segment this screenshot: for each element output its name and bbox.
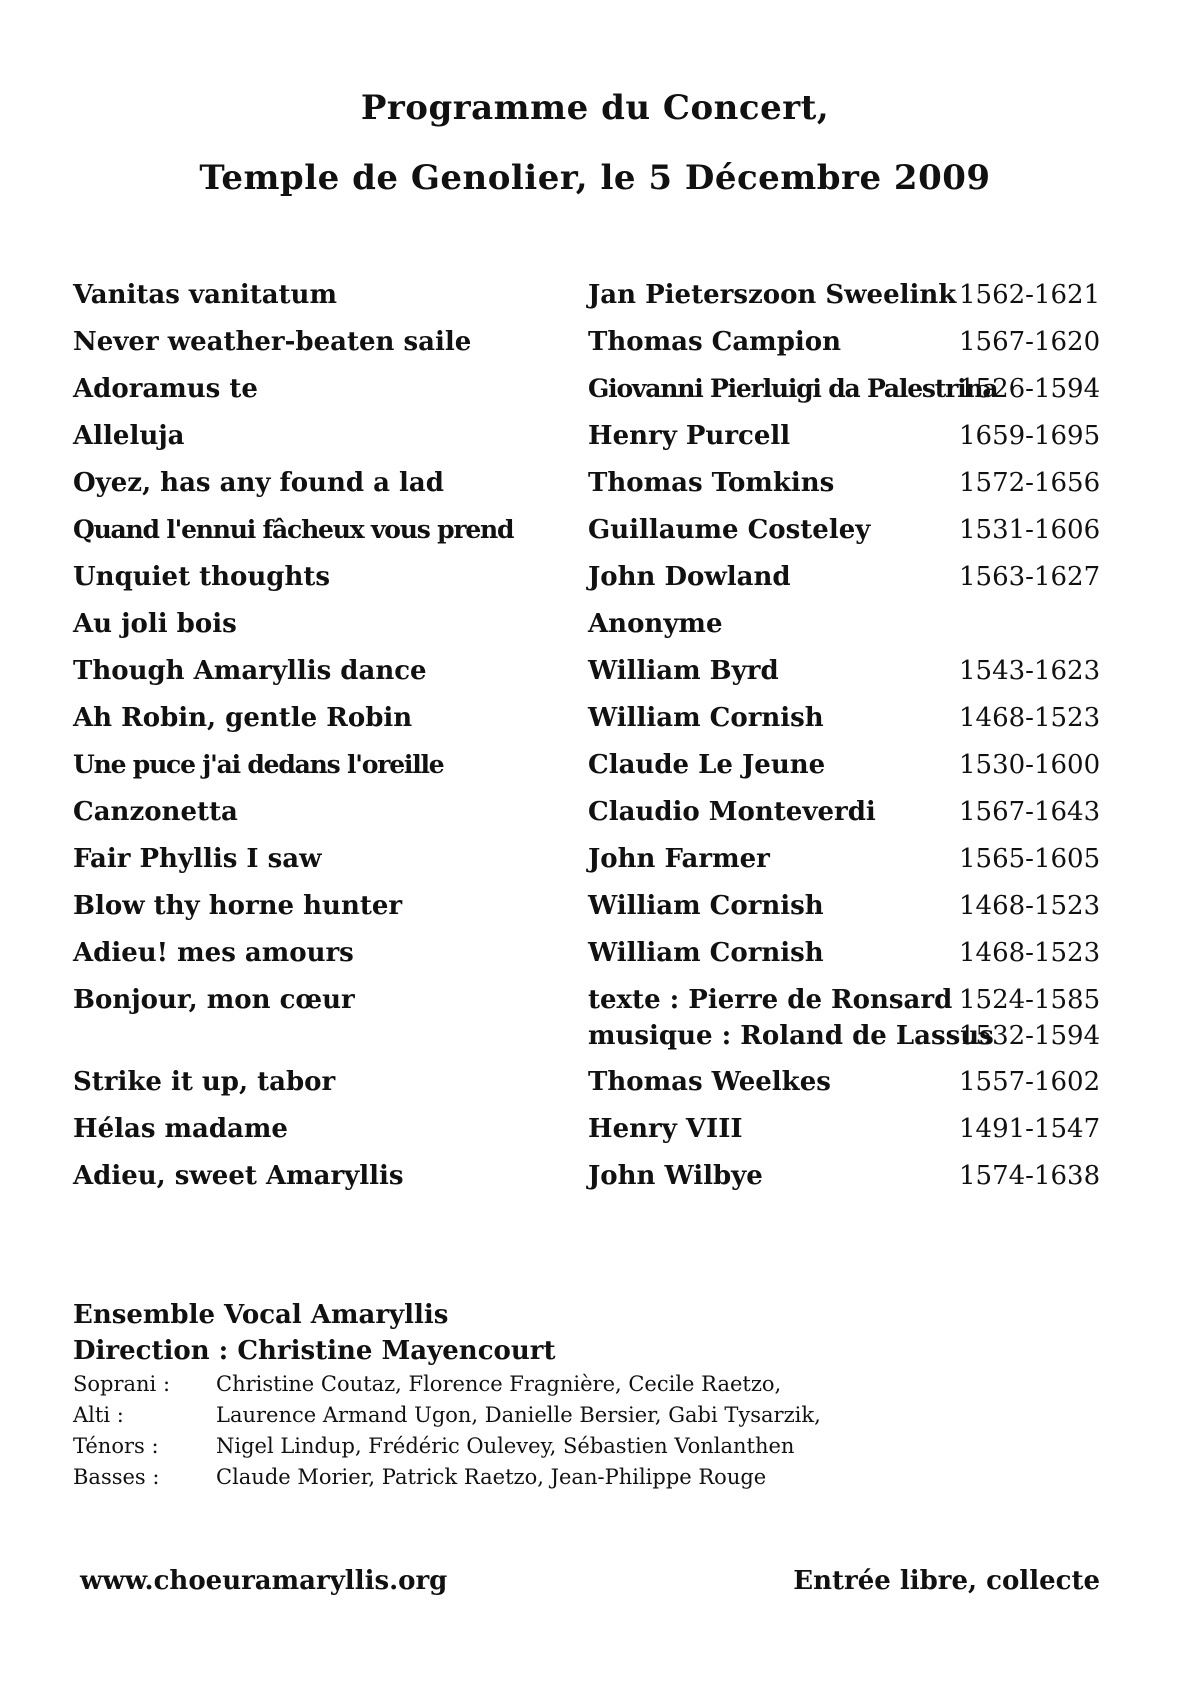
voice-label: Basses : <box>73 1465 160 1489</box>
composer-name: William Cornish <box>588 703 824 733</box>
program-row <box>73 515 1113 562</box>
piece-title: Strike it up, tabor <box>73 1067 336 1097</box>
composer-dates: 1574-1638 <box>959 1161 1101 1191</box>
composer-name: William Byrd <box>588 656 779 686</box>
program-row <box>73 891 1113 938</box>
program-row <box>73 280 1113 327</box>
program-row <box>73 985 1113 1067</box>
composer-dates: 1563-1627 <box>959 562 1101 592</box>
voice-row <box>73 1465 1113 1496</box>
program-row <box>73 327 1113 374</box>
composer-dates: 1562-1621 <box>959 280 1101 310</box>
program-row <box>73 938 1113 985</box>
composer-dates: 1524-1585 <box>959 985 1101 1015</box>
composer-dates: 1526-1594 <box>959 374 1101 404</box>
composer-dates: 1565-1605 <box>959 844 1101 874</box>
program-row <box>73 1161 1113 1208</box>
composer-dates-secondary: 1532-1594 <box>959 1021 1101 1051</box>
composer-name: William Cornish <box>588 891 824 921</box>
composer-name: Thomas Weelkes <box>588 1067 831 1097</box>
piece-title: Quand l'ennui fâcheux vous prend <box>73 515 514 544</box>
composer-dates: 1567-1620 <box>959 327 1101 357</box>
composer-dates: 1567-1643 <box>959 797 1101 827</box>
piece-title: Canzonetta <box>73 797 238 827</box>
ensemble-name: Ensemble Vocal Amaryllis <box>73 1300 449 1330</box>
voices-list <box>73 1372 1113 1496</box>
composer-name: Henry Purcell <box>588 421 791 451</box>
piece-title: Though Amaryllis dance <box>73 656 427 686</box>
piece-title: Au joli bois <box>73 609 237 639</box>
program-row <box>73 1067 1113 1114</box>
voice-row <box>73 1434 1113 1465</box>
program-row <box>73 374 1113 421</box>
composer-dates: 1557-1602 <box>959 1067 1101 1097</box>
piece-title: Vanitas vanitatum <box>73 280 337 310</box>
program-row <box>73 656 1113 703</box>
composer-name: Jan Pieterszoon Sweelink <box>588 280 957 310</box>
title-line-1: Programme du Concert, <box>360 88 830 128</box>
title-line-2: Temple de Genolier, le 5 Décembre 2009 <box>199 158 991 198</box>
composer-name: Claudio Monteverdi <box>588 797 876 827</box>
voice-row <box>73 1403 1113 1434</box>
program-row <box>73 562 1113 609</box>
ensemble-section <box>73 1300 1113 1496</box>
piece-title: Hélas madame <box>73 1114 288 1144</box>
composer-name: Giovanni Pierluigi da Palestrina <box>588 374 998 403</box>
program-row <box>73 421 1113 468</box>
composer-name-secondary: musique : Roland de Lassus <box>588 1021 994 1051</box>
composer-dates: 1491-1547 <box>959 1114 1101 1144</box>
piece-title: Unquiet thoughts <box>73 562 331 592</box>
program-row <box>73 609 1113 656</box>
piece-title: Adieu, sweet Amaryllis <box>73 1161 404 1191</box>
program-list <box>73 280 1113 1208</box>
piece-title: Alleluja <box>73 421 185 451</box>
piece-title: Fair Phyllis I saw <box>73 844 322 874</box>
piece-title: Blow thy horne hunter <box>73 891 403 921</box>
composer-name: Anonyme <box>588 609 723 639</box>
ensemble-direction: Direction : Christine Mayencourt <box>73 1336 556 1366</box>
composer-dates: 1572-1656 <box>959 468 1101 498</box>
piece-title: Adieu! mes amours <box>73 938 354 968</box>
voice-singers: Nigel Lindup, Frédéric Oulevey, Sébastien Vonlanthen <box>216 1434 795 1458</box>
piece-title: Bonjour, mon cœur <box>73 985 355 1015</box>
voice-singers: Christine Coutaz, Florence Fragnière, Cecile Raetzo, <box>216 1372 782 1396</box>
voice-label: Alti : <box>73 1403 124 1427</box>
piece-title: Oyez, has any found a lad <box>73 468 444 498</box>
voice-row <box>73 1372 1113 1403</box>
composer-name: Thomas Tomkins <box>588 468 835 498</box>
program-row <box>73 703 1113 750</box>
voice-label: Ténors : <box>73 1434 159 1458</box>
composer-dates: 1468-1523 <box>959 891 1101 921</box>
composer-dates: 1468-1523 <box>959 703 1101 733</box>
voice-singers: Laurence Armand Ugon, Danielle Bersier, Gabi Tysarzik, <box>216 1403 821 1427</box>
program-row <box>73 1114 1113 1161</box>
piece-title: Ah Robin, gentle Robin <box>73 703 413 733</box>
website-link[interactable]: www.choeuramaryllis.org <box>80 1566 448 1596</box>
composer-name: John Wilbye <box>588 1161 763 1191</box>
entry-note: Entrée libre, collecte <box>793 1566 1100 1596</box>
voice-label: Soprani : <box>73 1372 171 1396</box>
composer-name: Guillaume Costeley <box>588 515 871 545</box>
composer-name: John Dowland <box>588 562 791 592</box>
piece-title: Une puce j'ai dedans l'oreille <box>73 750 444 779</box>
composer-dates: 1530-1600 <box>959 750 1101 780</box>
composer-name: John Farmer <box>588 844 770 874</box>
composer-dates: 1468-1523 <box>959 938 1101 968</box>
composer-name: Claude Le Jeune <box>588 750 826 780</box>
voice-singers: Claude Morier, Patrick Raetzo, Jean-Philippe Rouge <box>216 1465 767 1489</box>
composer-dates: 1543-1623 <box>959 656 1101 686</box>
program-row <box>73 844 1113 891</box>
composer-name: William Cornish <box>588 938 824 968</box>
composer-dates: 1659-1695 <box>959 421 1101 451</box>
program-row <box>73 750 1113 797</box>
program-row <box>73 797 1113 844</box>
composer-name: Henry VIII <box>588 1114 743 1144</box>
piece-title: Adoramus te <box>73 374 258 404</box>
composer-dates: 1531-1606 <box>959 515 1101 545</box>
piece-title: Never weather-beaten saile <box>73 327 472 357</box>
program-row <box>73 468 1113 515</box>
composer-name: texte : Pierre de Ronsard <box>588 985 953 1015</box>
composer-name: Thomas Campion <box>588 327 841 357</box>
